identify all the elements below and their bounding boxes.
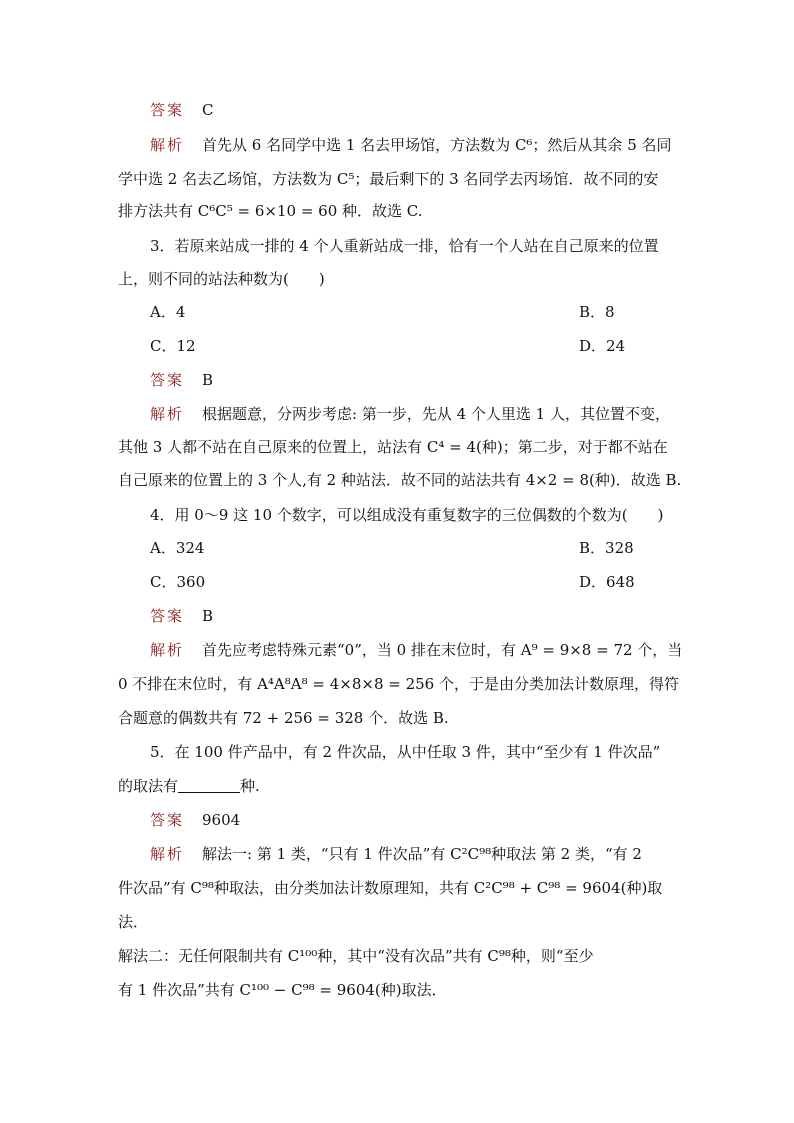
option-row [150, 572, 635, 592]
question-stem: 5．在 100 件产品中，有 2 件次品，从中任取 3 件，其中“至少有 1 件次品” [150, 743, 661, 761]
option-row [150, 336, 626, 356]
analysis-text: 自己原来的位置上的 3 个人,有 2 种站法．故不同的站法共有 4×2 = 8(种)．故选 B. [118, 471, 682, 489]
option-d: D．648 [579, 573, 635, 591]
option-c: C．12 [150, 337, 196, 355]
analysis-line [150, 844, 642, 864]
analysis-label: 解析 [150, 845, 185, 863]
analysis-text: 首先从 6 名同学中选 1 名去甲场馆，方法数为 C⁶；然后从其余 5 名同 [202, 136, 672, 154]
analysis-text: 首先应考虑特殊元素“0”，当 0 排在末位时，有 A⁹ = 9×8 = 72 个，当 [202, 641, 683, 659]
analysis-text: 排方法共有 C⁶C⁵ = 6×10 = 60 种．故选 C. [118, 202, 423, 220]
analysis-text: 其他 3 人都不站在自己原来的位置上，站法有 C⁴ = 4(种)；第二步，对于都不站在 [118, 438, 668, 456]
option-row [150, 538, 634, 558]
fill-in-blank [178, 778, 240, 793]
analysis-label: 解析 [150, 641, 185, 659]
option-c: C．360 [150, 573, 206, 591]
analysis-text: 法． [118, 913, 149, 931]
option-row [150, 302, 615, 322]
analysis-text: 0 不排在末位时，有 A⁴A⁸A⁸ = 4×8×8 = 256 个，于是由分类加法计数原理，得符 [118, 675, 679, 693]
answer-line [150, 370, 213, 390]
question-stem-text: 的取法有 [118, 777, 179, 795]
answer-line [150, 606, 213, 626]
option-b: B．8 [579, 303, 615, 321]
question-stem-text: 种. [240, 777, 260, 795]
analysis-text: 件次品”有 C⁹⁸种取法，由分类加法计数原理知，共有 C²C⁹⁸ + C⁹⁸ = 9604(种)取 [118, 879, 663, 897]
answer-line [150, 810, 240, 830]
analysis-text: 合题意的偶数共有 72 + 256 = 328 个．故选 B. [118, 709, 449, 727]
answer-label: 答案 [150, 101, 185, 119]
option-b: B．328 [579, 539, 634, 557]
answer-label: 答案 [150, 371, 185, 389]
question-stem: 上，则不同的站法种数为( ) [118, 270, 325, 288]
answer-label: 答案 [150, 607, 185, 625]
analysis-text: 解法一: 第 1 类，“只有 1 件次品”有 C²C⁹⁸种取法 第 2 类，“有 2 [202, 845, 642, 863]
option-a: A．324 [150, 539, 205, 557]
question-stem: 3．若原来站成一排的 4 个人重新站成一排，恰有一个人站在自己原来的位置 [150, 237, 659, 255]
option-a: A．4 [150, 303, 186, 321]
question-stem [118, 776, 260, 796]
answer-value: B [202, 607, 214, 625]
option-d: D．24 [579, 337, 626, 355]
analysis-text: 有 1 件次品”共有 C¹⁰⁰ − C⁹⁸ = 9604(种)取法． [118, 981, 447, 999]
answer-value: B [202, 371, 214, 389]
analysis-label: 解析 [150, 136, 185, 154]
analysis-text: 学中选 2 名去乙场馆，方法数为 C⁵；最后剩下的 3 名同学去丙场馆．故不同的安 [118, 170, 659, 188]
analysis-line [150, 640, 682, 660]
answer-label: 答案 [150, 811, 185, 829]
answer-line [150, 100, 214, 120]
answer-value: 9604 [202, 811, 241, 829]
question-stem: 4．用 0～9 这 10 个数字，可以组成没有重复数字的三位偶数的个数为( ) [150, 506, 664, 524]
analysis-label: 解析 [150, 405, 185, 423]
answer-value: C [202, 101, 214, 119]
analysis-text: 根据题意，分两步考虑: 第一步，先从 4 个人里选 1 人，其位置不变， [202, 405, 670, 423]
analysis-line [150, 135, 672, 155]
analysis-line [150, 404, 670, 424]
analysis-text: 解法二：无任何限制共有 C¹⁰⁰种，其中“没有次品”共有 C⁹⁸种，则“至少 [118, 947, 594, 965]
